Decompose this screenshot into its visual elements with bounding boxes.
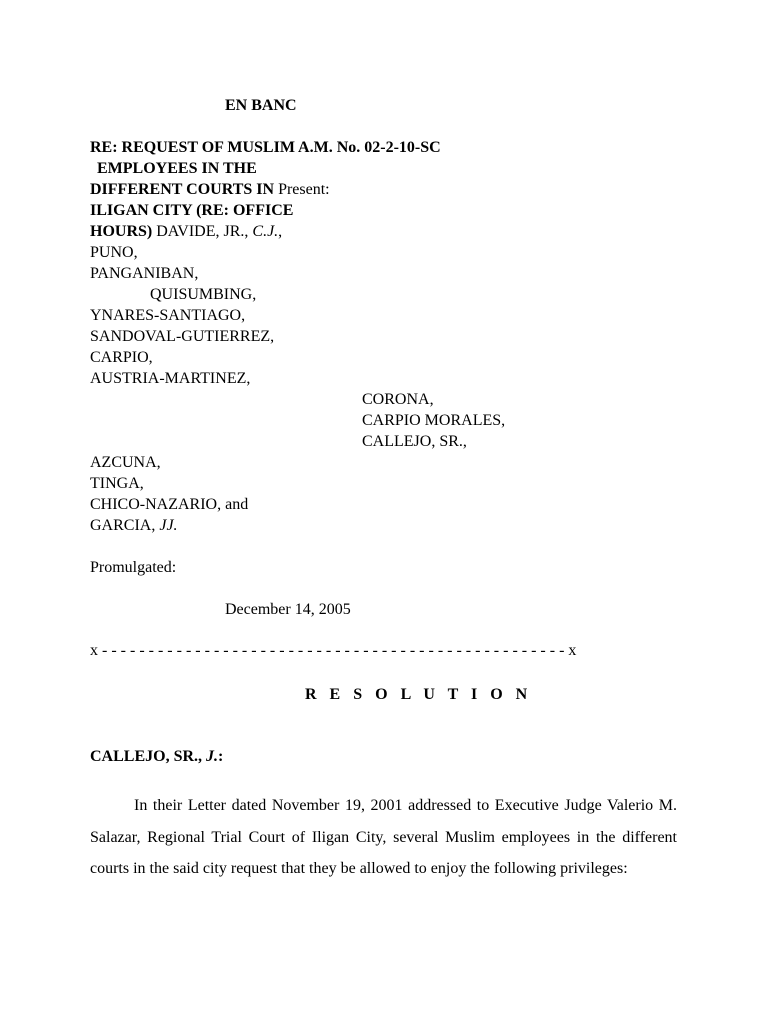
present-label: Present: (274, 181, 330, 198)
caption-title-part: HOURS) (90, 223, 153, 240)
chief-justice-title: C.J. (252, 223, 279, 240)
caption-title-part: DIFFERENT COURTS IN (90, 181, 275, 198)
justice-sandoval-gutierrez: SANDOVAL-GUTIERREZ, (90, 328, 275, 345)
promulgation-date: December 14, 2005 (225, 601, 351, 618)
caption-line-4: ILIGAN CITY (RE: OFFICE (90, 202, 294, 219)
separator-line: x - - - - - - - - - - - - - - - - - - - - - - - - - - - - - - - - - - - - - - - - - - - - - - - - - - x (90, 642, 577, 659)
justice-callejo: CALLEJO, SR., (362, 433, 467, 450)
justice-davide: DAVIDE, JR., (152, 223, 253, 240)
justice-panganiban: PANGANIBAN, (90, 265, 199, 282)
justice-garcia-name: GARCIA, (90, 517, 160, 534)
justice-austria-martinez: AUSTRIA-MARTINEZ, (90, 370, 251, 387)
justice-azcuna: AZCUNA, (90, 454, 161, 471)
en-banc-heading: EN BANC (225, 97, 297, 114)
paragraph-text: In their Letter dated November 19, 2001 addressed to Executive Judge Valerio M. Salazar, Regional Trial Court of Iligan City, several Muslim employees in the different courts in the said city request that they be allowed to enjoy the following privileges: (90, 797, 677, 877)
ponente-title: J. (206, 748, 219, 765)
justice-puno: PUNO, (90, 244, 138, 261)
associate-justices-title: JJ. (159, 517, 178, 534)
caption-line-5 (90, 221, 282, 242)
case-number: A.M. No. 02-2-10-SC (294, 139, 441, 156)
justice-carpio: CARPIO, (90, 349, 153, 366)
justice-chico-nazario: CHICO-NAZARIO, and (90, 496, 249, 513)
caption-line-2: EMPLOYEES IN THE (97, 160, 257, 177)
ponente-line (90, 746, 223, 767)
resolution-heading: R E S O L U T I O N (305, 686, 532, 703)
body-paragraph-1 (90, 790, 677, 885)
comma: , (278, 223, 283, 240)
justice-carpio-morales: CARPIO MORALES, (362, 412, 506, 429)
justice-quisumbing: QUISUMBING, (150, 286, 257, 303)
justice-garcia (90, 515, 178, 536)
ponente-colon: : (218, 748, 224, 765)
ponente-name: CALLEJO, SR., (90, 748, 207, 765)
caption-line-3 (90, 179, 330, 200)
promulgated-label: Promulgated: (90, 559, 177, 576)
justice-ynares-santiago: YNARES-SANTIAGO, (90, 307, 246, 324)
justice-corona: CORONA, (362, 391, 434, 408)
justice-tinga: TINGA, (90, 475, 144, 492)
caption-line-1 (90, 137, 441, 158)
caption-title-part: RE: REQUEST OF MUSLIM (90, 139, 295, 156)
